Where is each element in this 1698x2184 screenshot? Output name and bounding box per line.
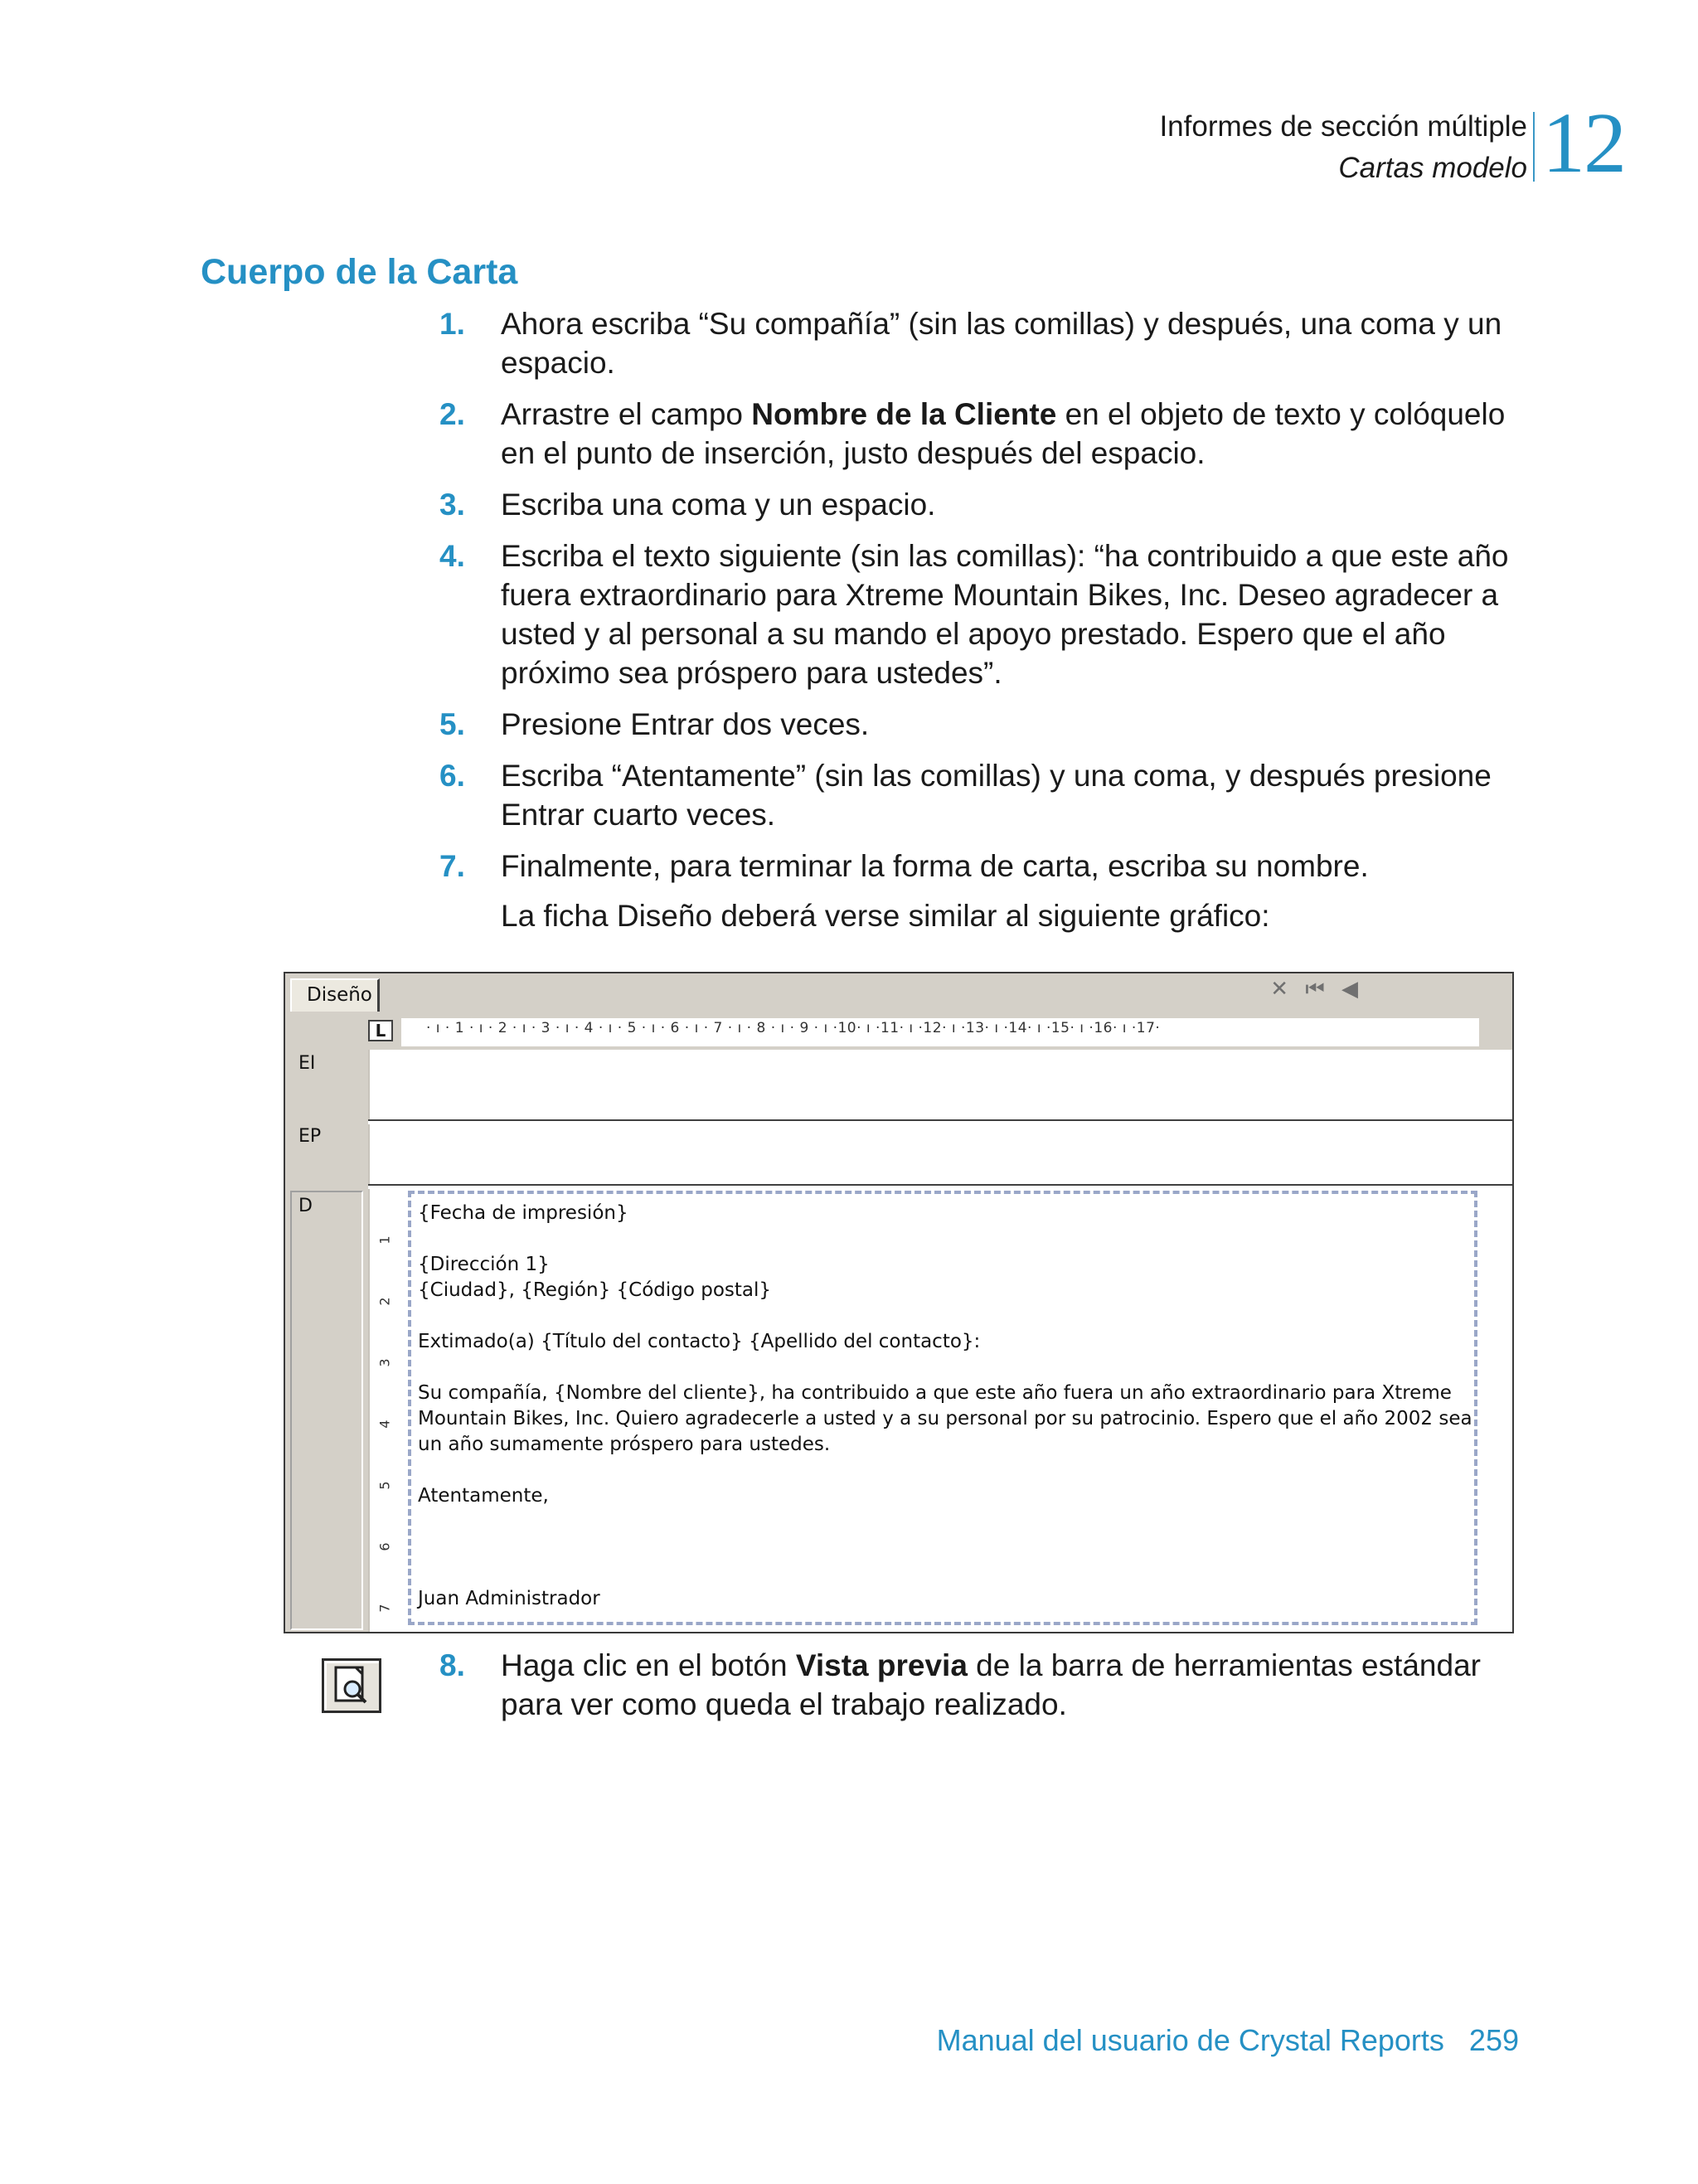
running-header <box>1159 106 1527 189</box>
vertical-ruler-mark: 1 <box>376 1235 393 1245</box>
tab-navigation-icons[interactable]: ✕ ⏮ ◀ <box>1270 977 1363 1002</box>
tab-design[interactable]: Diseño <box>290 978 380 1012</box>
step-text-run: en el objeto de texto y colóquelo en el punto de inserción, justo después del espacio. <box>501 397 1506 470</box>
step-item <box>439 395 1517 473</box>
letter-blank-line <box>418 1560 1474 1586</box>
letter-line: Extimado(a) {Título del contacto} {Apellido del contacto}: <box>418 1331 981 1352</box>
letter-blank-line <box>418 1303 1474 1329</box>
step-text <box>501 395 1517 473</box>
chapter-divider <box>1533 112 1535 182</box>
vertical-ruler-ei <box>368 1050 401 1119</box>
step-text <box>501 847 1517 886</box>
letter-line: Su compañía, {Nombre del cliente}, ha contribuido a que este año fuera un año extraordinario para Xtreme <box>418 1382 1452 1404</box>
step-number: 8. <box>439 1648 465 1682</box>
step-item <box>439 536 1517 692</box>
section-label-ei[interactable]: EI <box>298 1053 316 1074</box>
step-text-run: Escriba una coma y un espacio. <box>501 488 936 522</box>
step-item <box>439 847 1517 886</box>
step-text-run: Ahora escriba “Su compañía” (sin las comillas) y después, una coma y un espacio. <box>501 307 1502 380</box>
step-text-run: Haga clic en el botón <box>501 1648 796 1682</box>
step-item <box>439 705 1517 744</box>
step-text-run: de la barra de herramientas estándar para ver como queda el trabajo realizado. <box>501 1648 1481 1721</box>
horizontal-ruler[interactable] <box>401 1018 1479 1049</box>
letter-line: {Fecha de impresión} <box>418 1202 628 1224</box>
step-text <box>501 485 1517 524</box>
vertical-ruler-ep <box>368 1124 401 1187</box>
vertical-ruler-mark: 3 <box>376 1358 393 1367</box>
step-text <box>501 536 1517 692</box>
letter-line: Mountain Bikes, Inc. Quiero agradecerle a usted y a su personal por su patrocinio. Espero que el año 2002 sea <box>418 1408 1472 1429</box>
subsection-title: Cartas modelo <box>1338 152 1527 184</box>
vertical-ruler-mark: 6 <box>376 1542 393 1551</box>
step-text <box>501 304 1517 382</box>
design-tab-screenshot <box>284 972 1514 1633</box>
step-item <box>439 1646 1517 1724</box>
section-canvas-ei[interactable] <box>401 1050 1512 1119</box>
page-number: 259 <box>1468 2023 1519 2057</box>
step-text <box>501 756 1517 834</box>
letter-line: un año sumamente próspero para ustedes. <box>418 1434 831 1455</box>
step-item <box>439 756 1517 834</box>
step-number: 5. <box>439 707 465 741</box>
step-number: 2. <box>439 397 465 431</box>
letter-blank-line <box>418 1509 1474 1535</box>
step-text-run: Presione Entrar dos veces. <box>501 707 870 741</box>
section-label-ep[interactable]: EP <box>298 1126 322 1147</box>
letter-line: {Dirección 1} <box>418 1254 550 1275</box>
section-title: Cuerpo de la Carta <box>201 252 518 292</box>
step-emphasis: Nombre de la Cliente <box>751 397 1057 431</box>
step-text <box>501 1646 1517 1724</box>
step-number: 1. <box>439 307 465 341</box>
letter-line: {Ciudad}, {Región} {Código postal} <box>418 1279 772 1301</box>
section-label-d[interactable]: D <box>298 1196 313 1216</box>
step-item <box>439 304 1517 382</box>
letter-blank-line <box>418 1355 1474 1381</box>
letter-text-object[interactable] <box>408 1191 1477 1625</box>
tab-stop-selector[interactable]: L <box>368 1020 393 1041</box>
steps-list <box>439 304 1517 935</box>
vertical-ruler-mark: 4 <box>376 1420 393 1429</box>
chapter-title: Informes de sección múltiple <box>1159 110 1527 143</box>
step-number: 4. <box>439 539 465 573</box>
tab-bar <box>285 973 1512 1012</box>
page-footer <box>937 2023 1519 2058</box>
step-text <box>501 705 1517 744</box>
step-8 <box>439 1646 1517 1736</box>
letter-blank-line <box>418 1226 1474 1252</box>
vertical-ruler-d <box>368 1189 401 1632</box>
letter-line: Juan Administrador <box>418 1588 600 1609</box>
step-text-run: Escriba “Atentamente” (sin las comillas) y una coma, y después presione Entrar cuarto veces. <box>501 759 1492 832</box>
print-preview-button[interactable] <box>322 1658 381 1713</box>
step-text-run: Escriba el texto siguiente (sin las comillas): “ha contribuido a que este año fuera extraordinario para Xtreme Mountain Bikes, Inc. Deseo agradecer a usted y al personal a su mando el apoyo prestado. Espero que el año próximo sea próspero para ustedes”. <box>501 539 1509 690</box>
vertical-ruler-mark: 7 <box>376 1604 393 1613</box>
letter-blank-line <box>418 1535 1474 1560</box>
step-number: 7. <box>439 849 465 883</box>
step-text-run: Arrastre el campo <box>501 397 752 431</box>
figure-intro-text: La ficha Diseño deberá verse similar al siguiente gráfico: <box>501 899 1270 933</box>
letter-line: Atentamente, <box>418 1485 549 1507</box>
manual-title: Manual del usuario de Crystal Reports <box>936 2023 1444 2057</box>
step-number: 3. <box>439 488 465 522</box>
vertical-ruler-mark: 2 <box>376 1297 393 1306</box>
letter-blank-line <box>418 1458 1474 1483</box>
print-preview-icon <box>324 1661 379 1711</box>
step-number: 6. <box>439 759 465 793</box>
step-text-run: Finalmente, para terminar la forma de carta, escriba su nombre. <box>501 849 1369 883</box>
section-canvas-ep[interactable] <box>401 1124 1512 1187</box>
vertical-ruler-mark: 5 <box>376 1481 393 1490</box>
chapter-number: 12 <box>1542 95 1625 191</box>
step-item <box>439 485 1517 524</box>
section-panel-d <box>290 1191 363 1630</box>
ruler-marks: · ı · 1 · ı · 2 · ı · 3 · ı · 4 · ı · 5 · ı · 6 · ı · 7 · ı · 8 · ı · 9 · ı ·10· ı ·11· ı ·12· ı ·13· ı ·14· ı ·15· ı ·16· ı ·17· <box>426 1020 1161 1036</box>
step-emphasis: Vista previa <box>795 1648 968 1682</box>
